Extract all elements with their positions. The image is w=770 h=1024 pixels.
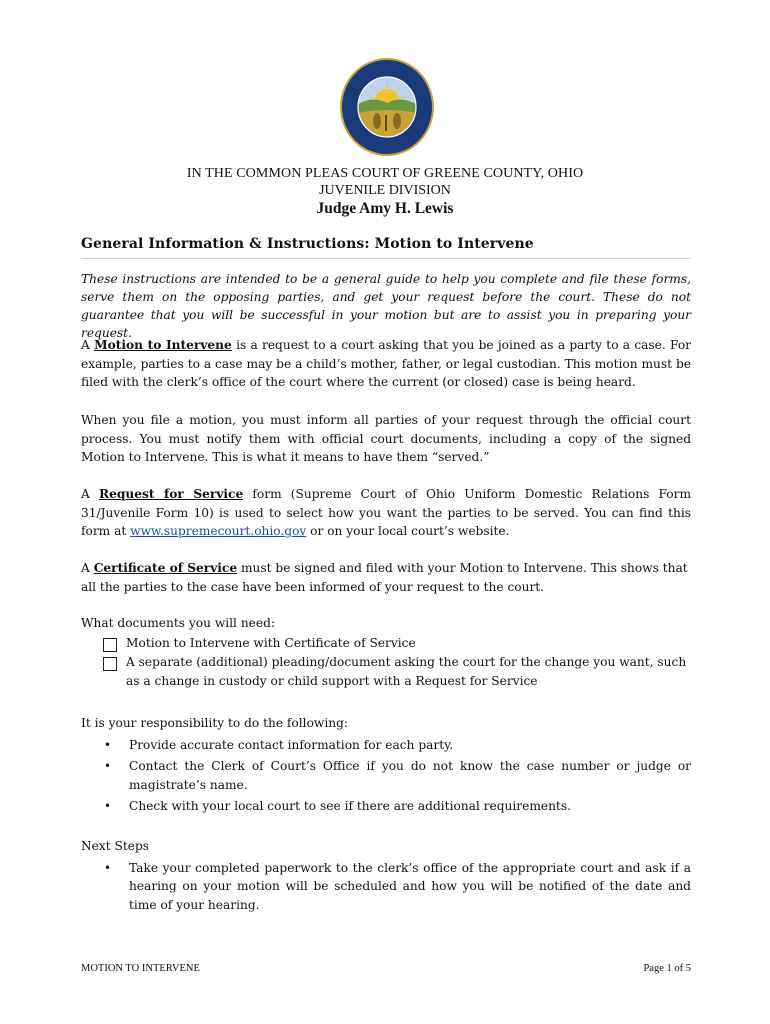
text-fragment: or on your local court’s website. — [306, 524, 510, 538]
service-paragraph: When you file a motion, you must inform all parties of your request through the official court process. You must notify them with official court documents, including a copy of the signed Motion to Intervene. This is what it means to have them “served.” — [81, 413, 691, 464]
request-for-service-paragraph — [81, 485, 691, 541]
list-item — [81, 736, 691, 755]
certificate-paragraph — [81, 559, 691, 596]
responsibility-section — [81, 714, 691, 816]
responsibility-heading: It is your responsibility to do the following: — [81, 716, 348, 730]
text-fragment: A — [81, 338, 95, 352]
court-name: IN THE COMMON PLEAS COURT OF GREENE COUNTY, OHIO — [186, 166, 584, 181]
documents-section — [81, 614, 691, 690]
list-item — [81, 757, 691, 794]
checklist-label: A separate (additional) pleading/document asking the court for the change you want, such as a change in custody or child support with a Request for Service — [126, 655, 687, 688]
bullet-icon: • — [104, 759, 112, 773]
text-fragment: A — [81, 561, 94, 575]
text-fragment: A — [81, 487, 99, 501]
supreme-court-link[interactable]: www.supremecourt.ohio.gov — [130, 524, 307, 538]
list-item-text: Provide accurate contact information for each party. — [129, 737, 454, 752]
term-certificate-of-service: Certificate of Service — [93, 561, 238, 575]
court-seal-logo — [339, 57, 435, 157]
next-steps-section — [81, 837, 691, 914]
court-division: JUVENILE DIVISION — [319, 183, 451, 198]
document-checklist-item — [81, 653, 691, 690]
section-title: General Information & Instructions: Motion to Intervene — [81, 236, 691, 259]
intro-paragraph: These instructions are intended to be a general guide to help you complete and file these forms, serve them on the opposing parties, and get your request before the court. These do not guarantee that you will be successful in your motion but are to assist you in preparing your request. — [81, 272, 691, 340]
list-item-text: Check with your local court to see if there are additional requirements. — [129, 799, 571, 813]
bullet-icon: • — [104, 860, 112, 875]
checkbox[interactable] — [103, 638, 117, 652]
checkbox[interactable] — [103, 657, 117, 671]
documents-heading: What documents you will need: — [81, 616, 276, 630]
document-checklist-item — [81, 634, 691, 653]
bullet-icon: • — [104, 799, 112, 813]
list-item-text: Contact the Clerk of Court’s Office if you do not know the case number or judge or magistrate’s name. — [129, 759, 691, 792]
term-motion-to-intervene: Motion to Intervene — [94, 338, 232, 352]
list-item — [81, 859, 691, 915]
text-fragment: is a request to a court asking that you be joined as a party to a case. For example, parties to a case may be a child’s mother, father, or legal custodian. This motion must be filed with the clerk’s office of the court where the current (or closed) case is being heard. — [81, 338, 691, 389]
bullet-icon: • — [104, 737, 112, 752]
footer-title: MOTION TO INTERVENE — [81, 963, 200, 974]
text-fragment: form (Supreme Court of Ohio Uniform Domestic Relations Form 31/Juvenile Form 10) is used to select how you want the parties to be served. You can find this form at — [81, 487, 692, 538]
next-steps-heading: Next Steps — [81, 839, 150, 853]
court-header — [0, 165, 770, 219]
list-item — [81, 797, 691, 816]
term-request-for-service: Request for Service — [98, 487, 244, 501]
text-fragment: must be signed and filed with your Motion to Intervene. This shows that all the parties to the case have been informed of your request to the court. — [81, 561, 688, 594]
judge-name: Judge Amy H. Lewis — [316, 200, 454, 217]
motion-paragraph — [81, 336, 691, 392]
list-item-text: Take your completed paperwork to the clerk’s office of the appropriate court and ask if a hearing on your motion will be scheduled and how you will be notified of the date and time of your hearing. — [129, 860, 691, 912]
page-number: Page 1 of 5 — [643, 963, 691, 974]
checklist-label: Motion to Intervene with Certificate of Service — [126, 635, 416, 650]
